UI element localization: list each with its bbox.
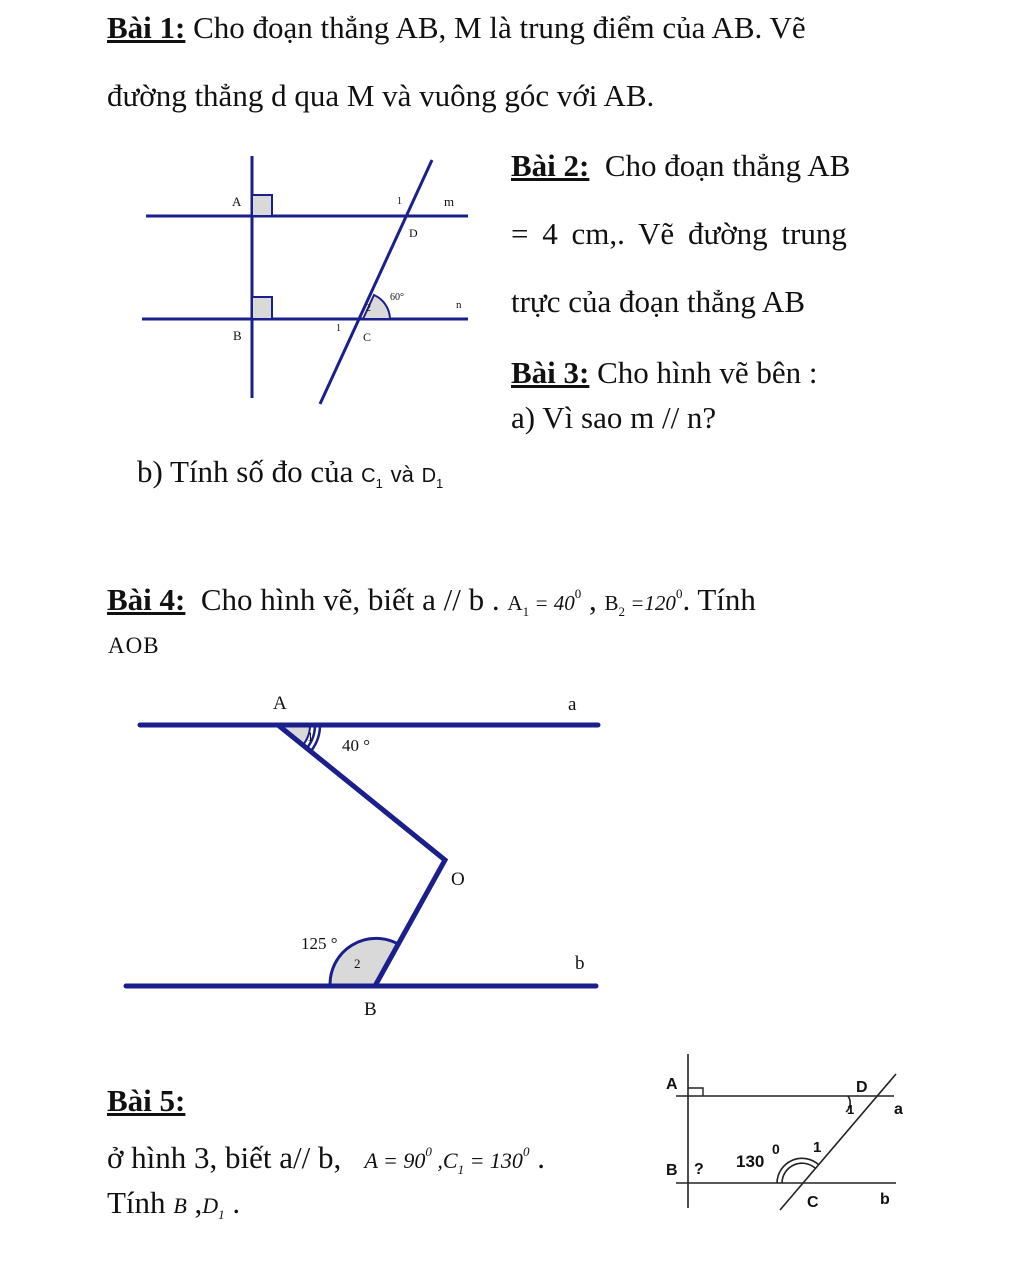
bai4-figure <box>120 685 620 1025</box>
bai4-a1: $A_1 = 40^0$ <box>507 586 582 619</box>
label-1-d: 1 <box>847 1102 855 1117</box>
bai2-line3: trực của đoạn thẳng AB <box>511 284 806 319</box>
bai5-b: B <box>173 1193 187 1218</box>
label-m: m <box>444 194 455 209</box>
bai4-text: Cho hình vẽ, biết a // b . <box>193 582 500 617</box>
bai2-label: Bài 2: <box>511 148 590 183</box>
bai3-question-b <box>137 454 443 502</box>
bai5-line1-text: ở hình 3, biết a// b, <box>107 1140 342 1175</box>
label-130-sup: 0 <box>772 1141 780 1157</box>
label-130: 130 <box>736 1152 765 1171</box>
label-A: A <box>232 194 242 209</box>
right-angle-mark-b <box>252 297 272 319</box>
label-1-top: 1 <box>397 196 402 207</box>
bai5-figure <box>660 1050 903 1220</box>
bai3-text: Cho hình vẽ bên : <box>589 355 818 390</box>
label-D: D <box>856 1079 868 1096</box>
bai3-question-a: a) Vì sao m // n? <box>511 400 717 435</box>
bai2-line2: = 4 cm,. Vẽ đường trung <box>511 216 847 251</box>
label-B: B <box>233 328 242 343</box>
label-b: b <box>575 953 585 974</box>
bai5-angle-a: $A = 90^0$ <box>364 1144 432 1173</box>
label-1: 1 <box>307 729 314 744</box>
label-B: B <box>364 999 377 1020</box>
bai1-text1: Cho đoạn thẳng AB, M là trung điểm của AB. Vẽ <box>185 10 806 45</box>
bai1-line1 <box>107 10 806 46</box>
bai3-label: Bài 3: <box>511 355 590 390</box>
bai3-d1: $D_1$ <box>421 465 444 491</box>
bai5-line1: ở hình 3, biết a// b, $A = 90^0$ $,C_1 = 130^0$ . <box>107 1140 545 1177</box>
bai3-figure <box>140 150 480 410</box>
line-transversal <box>780 1074 896 1210</box>
label-n: n <box>456 299 462 311</box>
right-angle-mark <box>688 1088 703 1096</box>
label-2: 2 <box>354 956 361 971</box>
right-angle-mark-a <box>252 195 272 216</box>
bai1-line2: đường thẳng d qua M và vuông góc với AB. <box>107 78 655 113</box>
bai3-qb-text: b) Tính số đo của <box>137 454 354 489</box>
label-2: 2 <box>366 303 371 314</box>
arc-130-inner <box>782 1163 815 1183</box>
bai4-tail: . Tính <box>682 582 756 617</box>
label-a: a <box>894 1101 903 1118</box>
bai4-label: Bài 4: <box>107 582 186 617</box>
label-1: 1 <box>813 1139 822 1156</box>
label-A: A <box>273 693 287 714</box>
bai3-and: và <box>390 462 414 487</box>
bai4-line1 <box>107 576 756 630</box>
bai5-d1: $D_1$ <box>202 1193 225 1222</box>
label-O: O <box>451 869 465 890</box>
line-transversal <box>320 160 432 404</box>
bai5-line2-text: Tính <box>107 1185 166 1220</box>
label-C: C <box>807 1194 819 1211</box>
label-B: B <box>666 1162 678 1179</box>
bai4-sep: , <box>581 582 605 617</box>
bai2-line1 <box>511 148 850 184</box>
bai5-line2: Tính B $,D_1$ . <box>107 1185 241 1222</box>
label-C: C <box>363 330 372 344</box>
label-60: 60° <box>390 292 404 303</box>
label-q: ? <box>694 1161 704 1178</box>
bai4-b2: $B_2 =120^0$ <box>604 586 683 619</box>
label-1-bottom: 1 <box>336 323 341 334</box>
bai5-label: Bài 5: <box>107 1083 186 1118</box>
label-40: 40 ° <box>342 736 371 755</box>
bai1-label: Bài 1: <box>107 10 186 45</box>
bai5-angle-c1: $C_1 = 130^0$ <box>442 1144 530 1177</box>
bai3-line1 <box>511 355 818 391</box>
label-a: a <box>568 694 577 715</box>
label-D: D <box>409 226 418 240</box>
bai2-text1: Cho đoạn thẳng AB <box>604 148 851 183</box>
label-b: b <box>880 1191 890 1208</box>
bai3-c1: $C_1$ <box>361 465 383 491</box>
bai4-aob: AOB <box>108 633 160 658</box>
label-A: A <box>666 1076 678 1093</box>
label-125: 125 ° <box>301 934 338 953</box>
